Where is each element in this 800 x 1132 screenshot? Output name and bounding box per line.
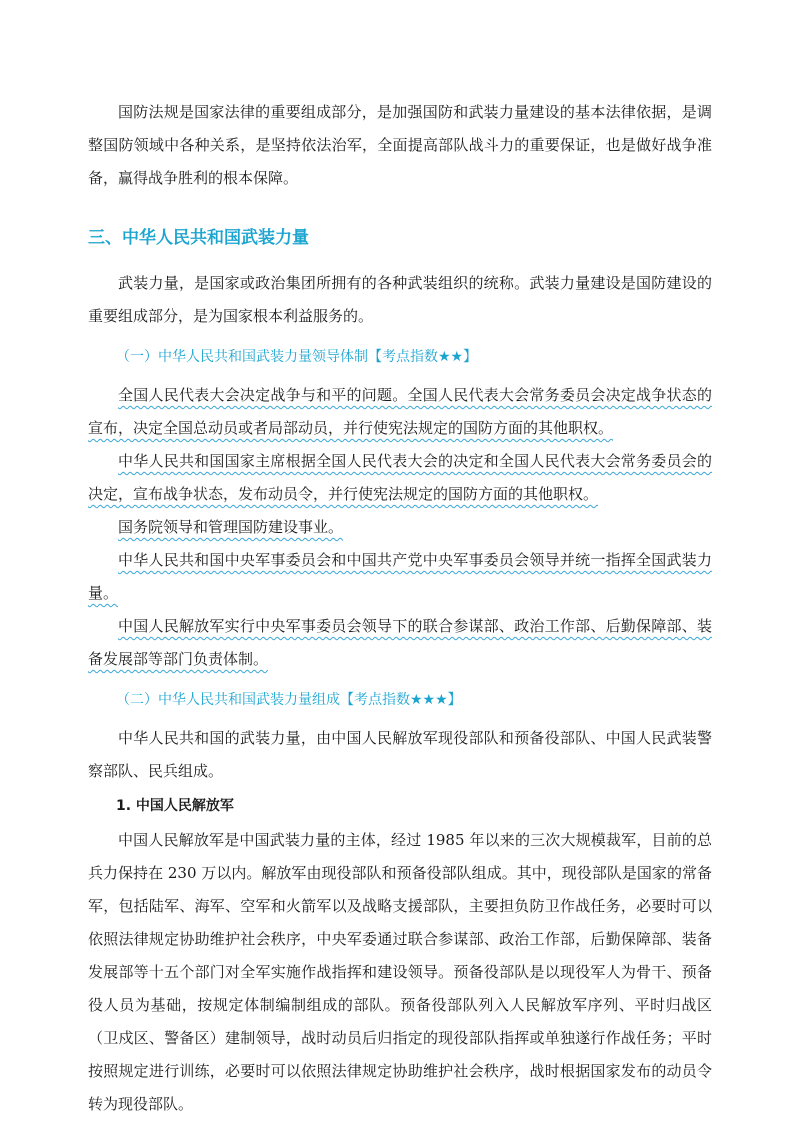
pla-paragraph: 中国人民解放军是中国武装力量的主体，经过 1985 年以来的三次大规模裁军，目前的总兵力保持在 230 万以内。解放军由现役部队和预备役部队组成。其中，现役部队是国家的常备军，包括陆军、海军、空军和火箭军以及战略支援部队，主要担负防卫作战任务，必要时可以依照法律规定协助维护社会秩序，中央军委通过联合参谋部、政治工作部，后勤保障部、装备发展部等十五个部门对全军实施作战指挥和建设领导。预备役部队是以现役军人为骨干、预备役人员为基础，按规定体制编制组成的部队。预备役部队列入人民解放军序列、平时归战区（卫戍区、警备区）建制领导，战时动员后归指定的现役部队指挥或单独遂行作战任务；平时按照规定进行训练，必要时可以依照法律规定协助维护社会秩序，战时根据国家发布的动员令转为现役部队。 <box>88 831 712 1113</box>
section-3-paragraph: 武装力量，是国家或政治集团所拥有的各种武装组织的统称。武装力量建设是国防建设的重要组成部分，是为国家根本利益服务的。 <box>88 274 712 325</box>
subsection-2-heading: （二）中华人民共和国武装力量组成【考点指数★★★】 <box>116 692 462 708</box>
section-3-heading: 三、中华人民共和国武装力量 <box>88 228 309 248</box>
item-1-heading: 1. 中国人民解放军 <box>116 798 234 814</box>
composition-paragraph: 中华人民共和国的武装力量，由中国人民解放军现役部队和预备役部队、中国人民武装警察部队、民兵组成。 <box>88 729 712 780</box>
subsection-1-heading: （一）中华人民共和国武装力量领导体制【考点指数★★】 <box>116 349 478 365</box>
leadership-paragraph-3: 国务院领导和管理国防建设事业。 <box>118 518 344 536</box>
leadership-paragraph-2: 中华人民共和国国家主席根据全国人民代表大会的决定和全国人民代表大会常务委员会的决定，宣布战争状态，发布动员令，并行使宪法规定的国防方面的其他职权。 <box>88 452 712 503</box>
leadership-paragraph-4: 中华人民共和国中央军事委员会和中国共产党中央军事委员会领导并统一指挥全国武装力量。 <box>88 551 712 602</box>
leadership-paragraph-5: 中国人民解放军实行中央军事委员会领导下的联合参谋部、政治工作部、后勤保障部、装备发展部等部门负责体制。 <box>88 617 712 668</box>
leadership-paragraph-1: 全国人民代表大会决定战争与和平的问题。全国人民代表大会常务委员会决定战争状态的宣布，决定全国总动员或者局部动员，并行使宪法规定的国防方面的其他职权。 <box>88 386 712 437</box>
intro-paragraph: 国防法规是国家法律的重要组成部分，是加强国防和武装力量建设的基本法律依据，是调整国防领域中各种关系，是坚持依法治军，全面提高部队战斗力的重要保证，也是做好战争准备，赢得战争胜利的根本保障。 <box>88 103 712 187</box>
